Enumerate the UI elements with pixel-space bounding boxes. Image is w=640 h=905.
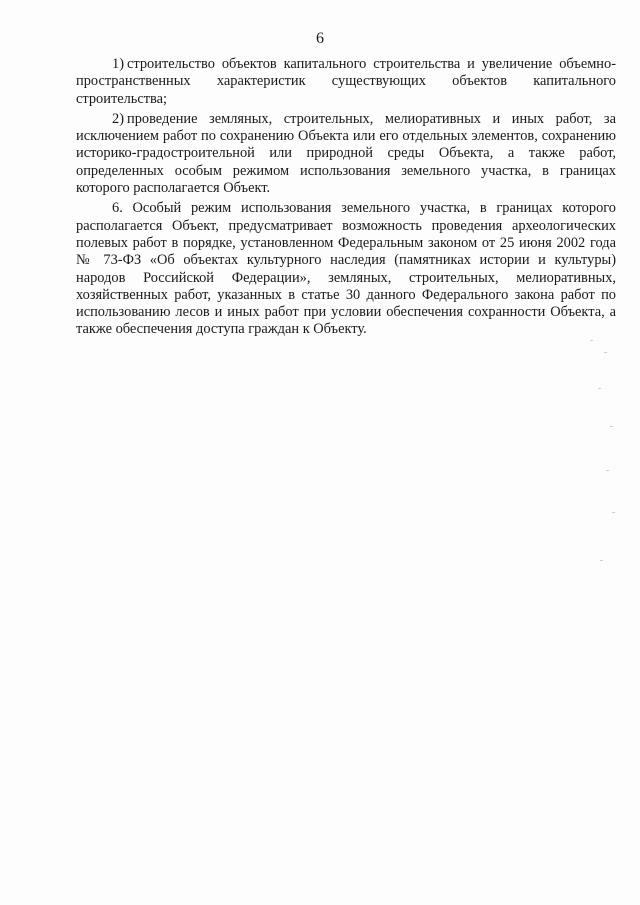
list-item-text: проведение земляных, строительных, мелиоративных и иных работ, за исключением работ по сохранению Объекта или его отдельных элементов, сохранению историко-градостроительной или природной среды Объекта, а также работ, определенных особым режимом использования земельного участка, в границах которого располагается Объект. bbox=[76, 110, 616, 197]
scan-artifacts bbox=[560, 330, 620, 590]
document-body bbox=[76, 56, 616, 342]
page-number: 6 bbox=[316, 30, 324, 47]
list-item-number: 1) bbox=[112, 56, 124, 72]
paragraph-6: 6. Особый режим использования земельного участка, в границах которого располагается Объект, предусматривает возможность проведения археологических полевых работ в порядке, установленном Федеральным законом от 25 июня 2002 года № 73-ФЗ «Об объектах культурного наследия (памятниках истории и культуры) народов Российской Федерации», земляных, строительных, мелиоративных, хозяйственных работ, указанных в статье 30 данного Федерального закона работ по использованию лесов и иных работ при условии обеспечения сохранности Объекта, а также обеспечения доступа граждан к Объекту. bbox=[76, 200, 616, 338]
list-item-1 bbox=[76, 56, 616, 108]
list-item-number: 2) bbox=[112, 110, 124, 127]
list-item-text: строительство объектов капитального строительства и увеличение объемно-пространственных характеристик существующих объектов капитального строительства; bbox=[76, 56, 616, 107]
list-item-2 bbox=[76, 111, 616, 197]
